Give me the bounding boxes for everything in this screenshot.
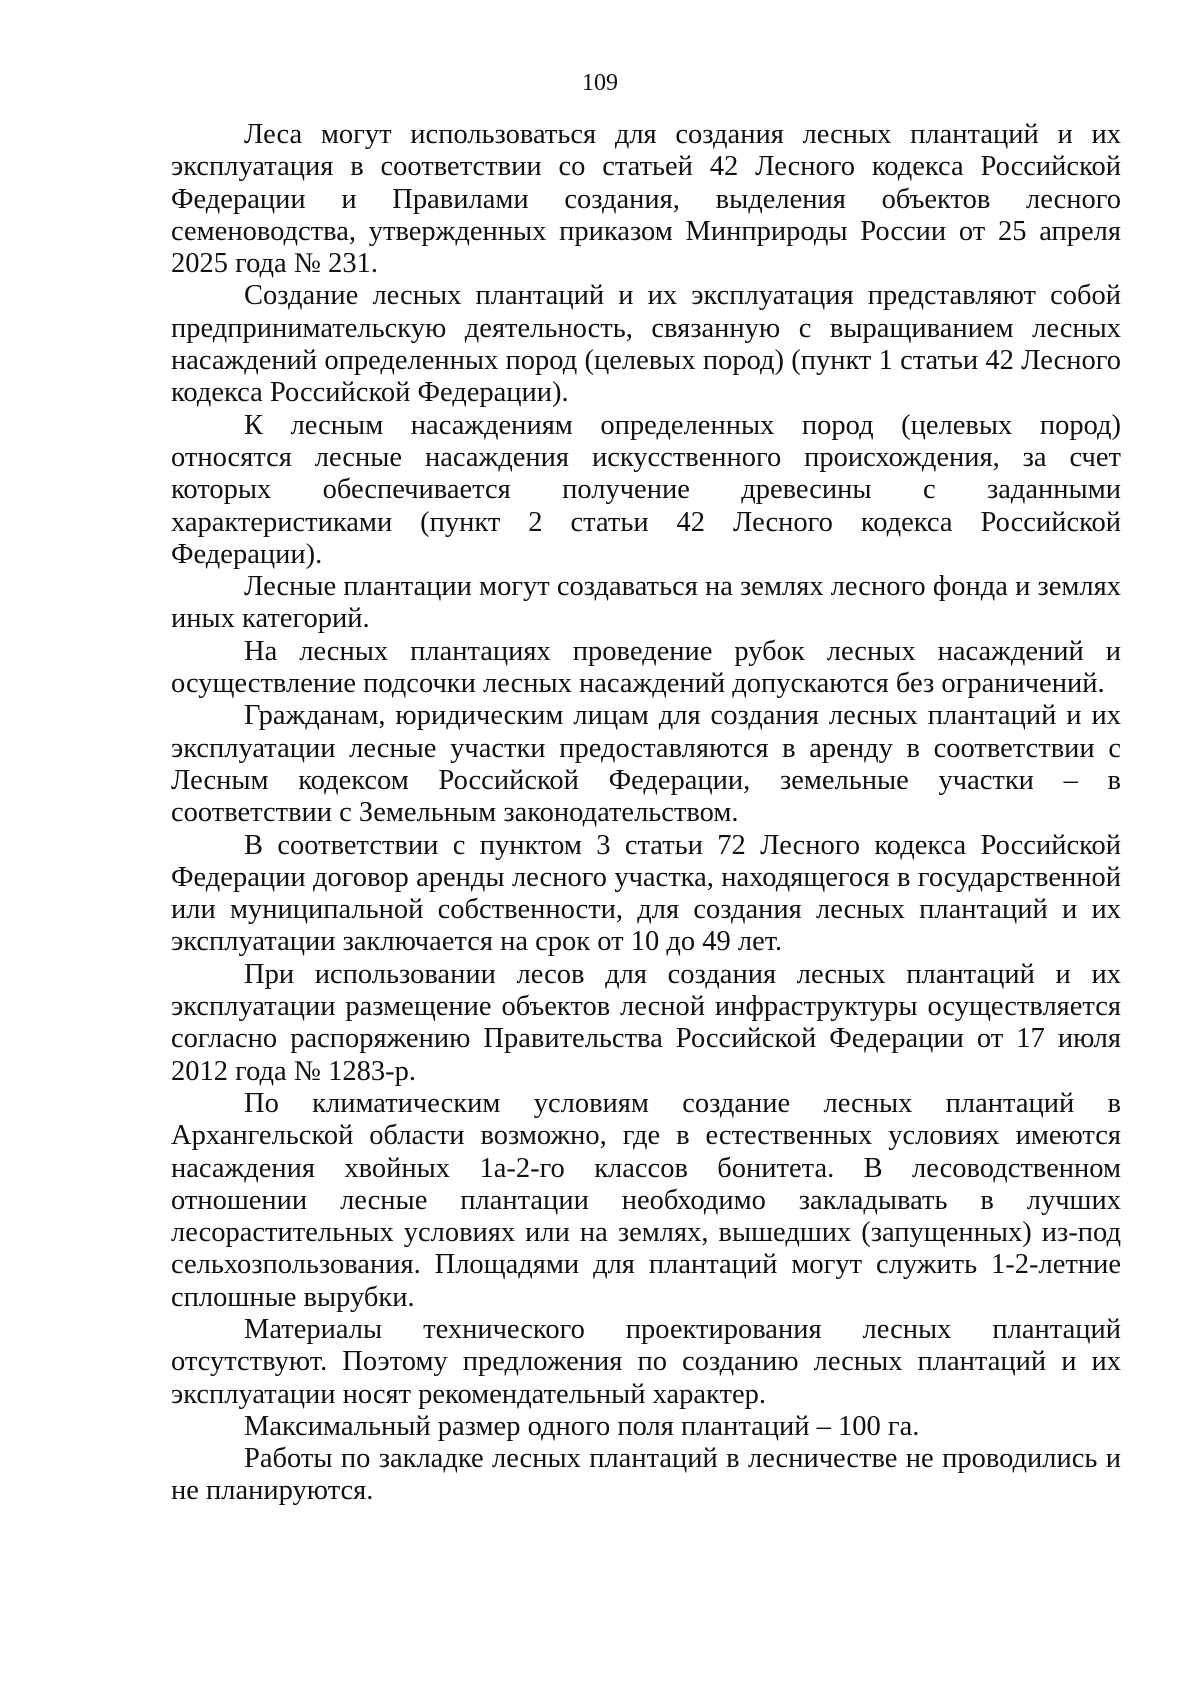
paragraph: В соответствии с пунктом 3 статьи 72 Лесного кодекса Российской Федерации договор аренды лесного участка, находящегося в государственной или муниципальной собственности, для создания лесных плантаций и их эксплуатации заключается на срок от 10 до 49 лет.: [171, 829, 1121, 958]
paragraph: Гражданам, юридическим лицам для создания лесных плантаций и их эксплуатации лесные участки предоставляются в аренду в соответствии с Лесным кодексом Российской Федерации, земельные участки – в соответствии с Земельным законодательством.: [171, 700, 1121, 829]
paragraph: Материалы технического проектирования лесных плантаций отсутствуют. Поэтому предложения по созданию лесных плантаций и их эксплуатации носят рекомендательный характер.: [171, 1313, 1121, 1410]
document-body: [171, 119, 1121, 1508]
page-number: 109: [582, 70, 618, 96]
paragraph: К лесным насаждениям определенных пород (целевых пород) относятся лесные насаждения искусственного происхождения, за счет которых обеспечивается получение древесины с заданными характеристиками (пункт 2 статьи 42 Лесного кодекса Российской Федерации).: [171, 409, 1121, 570]
paragraph: Работы по закладке лесных плантаций в лесничестве не проводились и не планируются.: [171, 1443, 1121, 1507]
paragraph: На лесных плантациях проведение рубок лесных насаждений и осуществление подсочки лесных насаждений допускаются без ограничений.: [171, 635, 1121, 700]
paragraph: При использовании лесов для создания лесных плантаций и их эксплуатации размещение объектов лесной инфраструктуры осуществляется согласно распоряжению Правительства Российской Федерации от 17 июля 2012 года № 1283-р.: [171, 958, 1121, 1087]
paragraph: Максимальный размер одного поля плантаций – 100 га.: [244, 1410, 920, 1442]
paragraph: По климатическим условиям создание лесных плантаций в Архангельской области возможно, где в естественных условиях имеются насаждения хвойных 1а-2-го классов бонитета. В лесоводственном отношении лесные плантации необходимо закладывать в лучших лесорастительных условиях или на землях, вышедших (запущенных) из-под сельхозпользования. Площадями для плантаций могут служить 1-2-летние сплошные вырубки.: [171, 1087, 1121, 1313]
paragraph: Лесные плантации могут создаваться на землях лесного фонда и землях иных категорий.: [171, 571, 1121, 635]
paragraph: Создание лесных плантаций и их эксплуатация представляют собой предпринимательскую деятельность, связанную с выращиванием лесных насаждений определенных пород (целевых пород) (пункт 1 статьи 42 Лесного кодекса Российской Федерации).: [171, 280, 1121, 409]
paragraph: Леса могут использоваться для создания лесных плантаций и их эксплуатация в соответствии со статьей 42 Лесного кодекса Российской Федерации и Правилами создания, выделения объектов лесного семеноводства, утвержденных приказом Минприроды России от 25 апреля 2025 года № 231.: [171, 119, 1121, 280]
